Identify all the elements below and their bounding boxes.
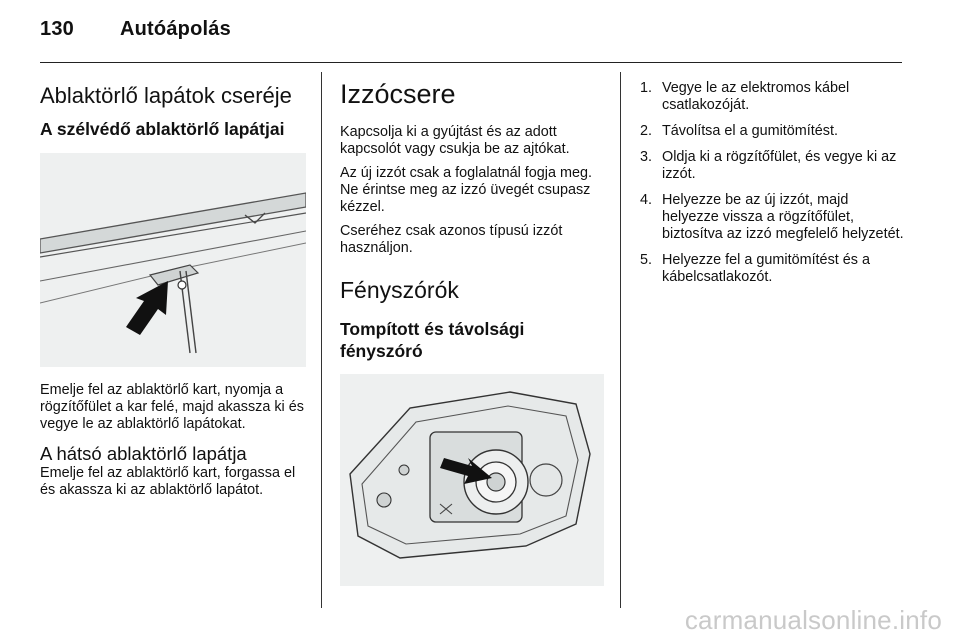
step-item: 3. Oldja ki a rögzítőfület, és vegye ki az izzót. <box>640 149 897 182</box>
bulb-replacement-steps <box>640 80 904 286</box>
column-left <box>40 72 306 499</box>
rear-wiper-heading: A hátsó ablaktörlő lapátja <box>40 443 247 464</box>
low-high-beam-heading: Tompított és távolsági fényszóró <box>340 319 525 361</box>
column-right <box>640 72 904 295</box>
windscreen-wiper-text: Emelje fel az ablaktörlő kart, nyomja a rögzítőfület a kar felé, majd akassza ki és vegye le az ablaktörlő lapátokat. <box>40 382 304 432</box>
column-divider-2 <box>620 72 621 608</box>
section-title: Autóápolás <box>120 18 231 40</box>
page-number: 130 <box>40 18 74 40</box>
watermark: carmanualsonline.info <box>684 605 942 635</box>
headlight-illustration <box>340 374 604 586</box>
step-item: 4. Helyezze be az új izzót, majd helyezze vissza a rögzítőfület, biztosítva az izzó megfelelő helyzetét. <box>640 192 904 242</box>
windscreen-wiper-heading: A szélvédő ablaktörlő lapátjai <box>40 119 285 139</box>
bulb-text-1: Kapcsolja ki a gyújtást és az adott kapcsolót vagy csukja be az ajtókat. <box>340 124 570 157</box>
headlights-title: Fényszórók <box>340 277 459 303</box>
bulb-text-2: Az új izzót csak a foglalatnál fogja meg. Ne érintse meg az izzó üvegét csupasz kézzel. <box>340 165 592 215</box>
wiper-illustration <box>40 153 306 367</box>
header-divider <box>40 62 902 63</box>
bulb-text-3: Cseréhez csak azonos típusú izzót használjon. <box>340 223 563 256</box>
bulb-section-title: Izzócsere <box>340 79 456 109</box>
step-item: 1. Vegye le az elektromos kábel csatlakozóját. <box>640 80 850 113</box>
step-item: 5. Helyezze fel a gumitömítést és a kábelcsatlakozót. <box>640 252 870 285</box>
rear-wiper-text: Emelje fel az ablaktörlő kart, forgassa el és akassza ki az ablaktörlő lapátot. <box>40 465 296 498</box>
column-divider-1 <box>321 72 322 608</box>
wiper-section-title: Ablaktörlő lapátok cseréje <box>40 83 292 108</box>
column-middle <box>340 72 604 586</box>
step-item: 2. Távolítsa el a gumitömítést. <box>640 123 838 139</box>
page-header <box>40 18 231 41</box>
